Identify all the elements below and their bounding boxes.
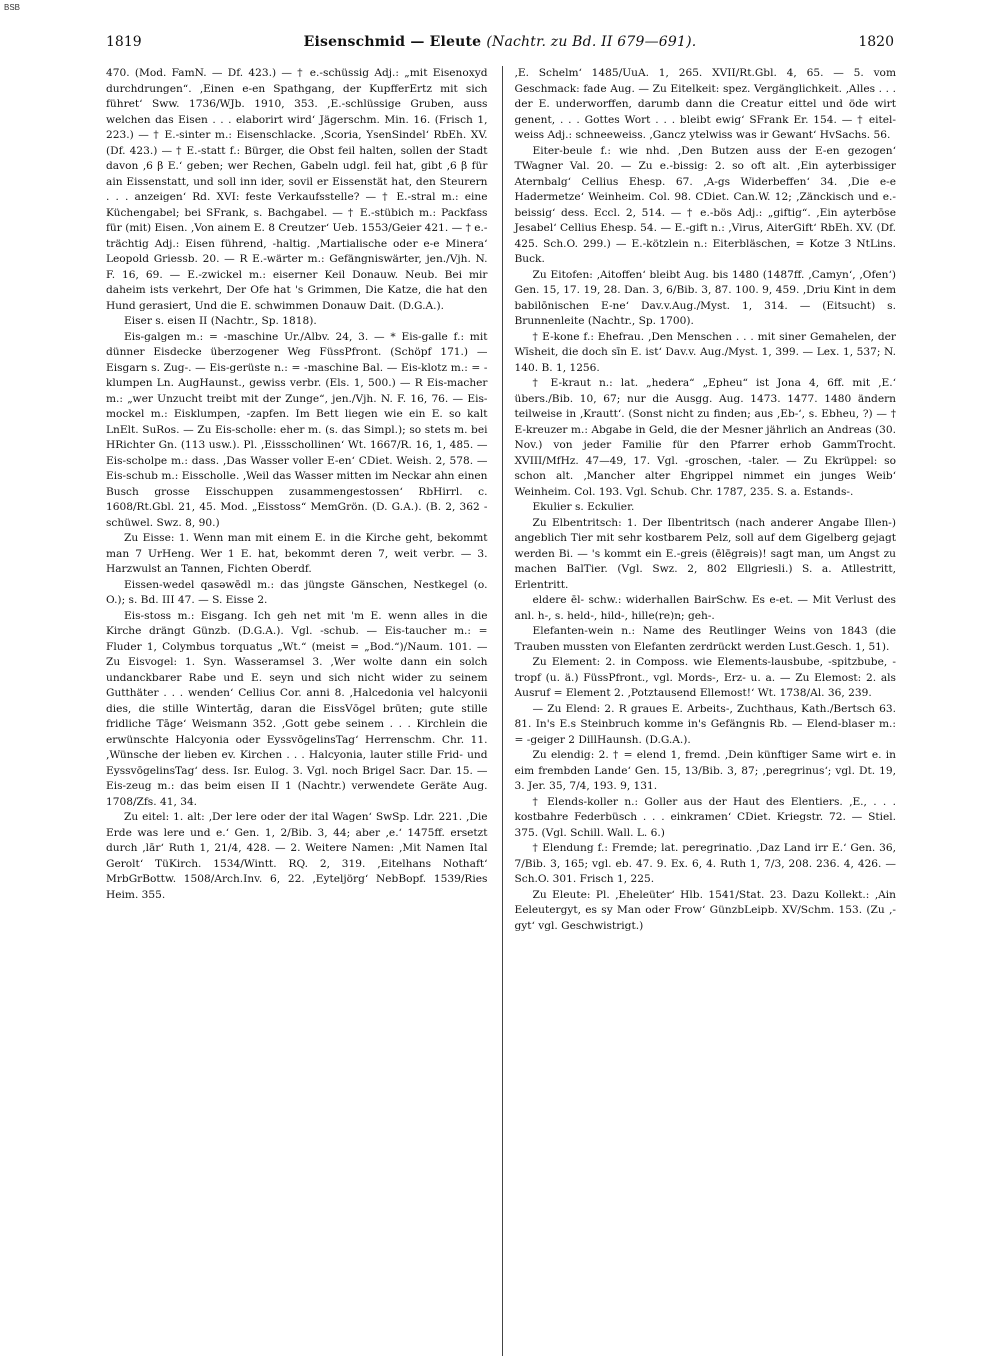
page-header	[106, 34, 894, 58]
entry-paragraph: Eissen-wedel qasəwēdl m.: das jüngste Gänschen, Nestkegel (o. O.); s. Bd. III 47. — S. Eisse 2.	[106, 578, 488, 606]
entry-paragraph: Zu Element: 2. in Composs. wie Elements-lausbube, -spitzbube, -tropf (u. ä.) FüssPfront., vgl. Mords-, Erz- u. a. — Zu Elemost: 2. als Ausruf = Element 2. ‚Potztausend Ellemost!‘ Wt. 1738/Al. 36, 239.	[514, 656, 896, 699]
entry-paragraph: † E-kraut n.: lat. „hedera“ „Epheu“ ist Jona 4, 6ff. mit ‚E.‘ übers./Bib. 10, 67; nur die Ausgg. Aug. 1473. 1477. 1480 ändern teilweise in ‚Krautt‘. (Sonst nicht zu finden; aus ‚Eb-‘, s. Ebheu, ?) — † E-kreuzer m.: Abgabe in Geld, die der Mesner jährlich an Andreas (30. Nov.) von jeder Familie für den Pfarrer erhob GammTrocht. XVIII/MfHz. 47—49, 17. Vgl. -groschen, -taler. — Zu Ekrüppel: so schon alt. ‚Mancher alter Ehgrippel nimmet ein junges Weib‘ Weinheim. Col. 193. Vgl. Schub. Chr. 1787, 235. S. a. Estands-.	[514, 377, 896, 498]
entry-paragraph: Eis-stoss m.: Eisgang. Ich geh net mit 'm E. wenn alles in die Kirche drängt Günzb. (D.G.A.). Vgl. -schub. — Eis-taucher m.: = Fluder 1, Colymbus torquatus „Wt.“ (meist = „Bod.“)/Naum. 101. — Zu Eisvogel: 1. Syn. Wasseramsel 3. ‚Wer wolte dann ein solch undanckbarer Rabe und E. seyn und sich nicht wider zu seinem Gutthäter . . . wenden‘ Cellius Cor. anni 8. ‚Halcedonia vel halcyonii dies, die stille Wintertāg, daran die EissVōgel brūten; gute stille fridliche Tāge‘ Weismann 352. ‚Gott gebe seinem . . . Kirchlein die erwünschte Halcyonia oder EyssvōgelinsTag‘ Herrenschm. Chr. 11. ‚Wünsche der lieben ev. Kirchen . . . Halcyonia, lauter stille Frid- und EyssvōgelinsTag‘ dess. Isr. Eulog. 3. Vgl. noch Brigel Sacr. Dar. 15. — Eis-zeug m.: das beim eisen II 1 (Nachtr.) verwendete Geräte Aug. 1708/Zfs. 41, 34.	[106, 609, 488, 808]
entry-paragraph: eldere ēl- schw.: widerhallen BairSchw. Es e-et. — Mit Verlust des anl. h-, s. held-, hild-, hille(re)n; geh-.	[514, 594, 896, 622]
entry-paragraph: Ekulier s. Eckulier.	[532, 501, 635, 513]
entry-paragraph: 470. (Mod. FamN. — Df. 423.) — † e.-schüssig Adj.: „mit Eisenoxyd durchdrungen“. ‚Einen e-en Spathgang, der KupfferErtz mit sich führet‘ Sww. 1736/WJb. 1910, 353. ‚E.-schlüssige Gruben, auss welchen das Eisen . . . elaborirt wird‘ Jägerschm. Min. 16. (Frisch 1, 223.) — † E.-sinter m.: Eisenschlacke. ‚Scoria, YsenSindel‘ RbEh. XV. (Df. 423.) — † E.-statt f.: Bürger, die Obst feil halten, sollen der Stadt davon ‚6 β E.‘ geben; wer Rechen, Gabeln udgl. feil hat, gibt ‚6 β für ain Eissenstatt, und soll inn ider, sovil er Eissenstät hat, den Steurern . . . anzeigen‘ Rd. XVI: feste Verkaufsstelle? — † E.-stral m.: eine Küchengabel; bei SFrank, s. Bachgabel. — † E.-stübich m.: Packfass für (mit) Eisen. ‚Von ainem E. 8 Creutzer‘ Ueb. 1553/Geier 421. — † e.-trächtig Adj.: Eisen führend, -haltig. ‚Martialische oder e-e Minera‘ Leopold Griessb. 20. — R E.-wärter m.: Gefängniswärter, jen./Vjh. N. F. 16, 69. — E.-zwickel m.: eiserner Keil Donauw. Neub. Bei mir daheim ists verkehrt, Der Ofe hat 's Grimmen, Die Katze, die hat den Hund gerasiert, Und die E. schwimmen Donauw Dait. (D.G.A.).	[106, 67, 488, 312]
entry-paragraph: Eiter-beule f.: wie nhd. ‚Den Butzen auss der E-en gezogen‘ TWagner Val. 20. — Zu e.-bissig: 2. so oft alt. ‚Ein ayterbissiger Aternbalg‘ Cellius Ehesp. 67. ‚A-gs Widerbeffen‘ 34. ‚Die e-e Hadermetze‘ Weinheim. Col. 98. CDiet. Can.W. 12; ‚Zänckisch und e.-beissig‘ dess. Eccl. 2, 514. — † e.-bös Adj.: „giftig“. ‚Ein ayterbōse Jesabel‘ Cellius Ehesp. 54. — E.-gift n.: ‚Virus, AiterGift‘ RbEh. XV. (Df. 425. Sch.O. 299.) — E.-kötzlein n.: Eiterbläschen, = Kotze 3 NtLins. Buck.	[514, 144, 896, 265]
entry-paragraph: — Zu Elend: 2. R graues E. Arbeits-, Zuchthaus, Kath./Bertsch 63. 81. In's E.s Steinbruch komme in's Gefängnis Rb. — Elend-blaser m.: = -geiger 2 DillHaunsh. (D.G.A.).	[514, 702, 896, 746]
entry-paragraph: † Elendung f.: Fremde; lat. peregrinatio. ‚Daz Land irr E.‘ Gen. 36, 7/Bib. 3, 165; vgl. eb. 47. 9. Ex. 6, 4. Ruth 1, 7/3, 208. 236. 4, 426. — Sch.O. 301. Frisch 1, 225.	[514, 842, 896, 885]
left-column	[106, 66, 502, 1356]
running-title-main: Eisenschmid — Eleute	[303, 34, 482, 50]
entry-paragraph: Eiser s. eisen II (Nachtr., Sp. 1818).	[124, 315, 317, 327]
running-title	[304, 34, 697, 50]
library-corner-mark: BSB	[4, 3, 21, 12]
entry-paragraph: Zu Eitofen: ‚Aitoffen‘ bleibt Aug. bis 1480 (1487ff. ‚Camyn‘, ‚Ofen‘) Gen. 15, 17. 19, 28. Dan. 3, 6/Bib. 3, 87. 100. 9, 459. ‚Driu Kint in dem babilōnischen E-ne‘ Dav.v.Aug./Myst. 1, 314. — (Eitsucht) s. Brunnenleite (Nachtr., Sp. 1700).	[514, 268, 896, 327]
entry-paragraph: Elefanten-wein n.: Name des Reutlinger Weins von 1843 (die Trauben mussten von Elefanten zerdrückt werden Lust.Gesch. 1, 51).	[514, 625, 896, 653]
entry-paragraph: Zu Elbentritsch: 1. Der Ilbentritsch (nach anderer Angabe Illen-) angeblich Tier mit sehr kostbarem Pelz, soll auf dem Gigelberg gejagt werden Bi. — 's kommt ein E.-greis (ēlēgrəis)! sagt man, um Angst zu machen BalTier. (Vgl. Swz. 2, 802 Ellgriesli.) S. a. Atllestritt, Erlentritt.	[514, 516, 896, 591]
entry-paragraph: Zu Eisse: 1. Wenn man mit einem E. in die Kirche geht, bekommt man 7 UrHeng. Wer 1 E. hat, bekommt deren 7, weit verbr. — 3. Harzwulst an Tannen, Fichten Oberdf.	[106, 532, 488, 575]
entry-paragraph: Zu elendig: 2. † = elend 1, fremd. ‚Dein künftiger Same wirt e. in eim frembden Lande‘ Gen. 15, 13/Bib. 3, 87; ‚peregrinus‘; vgl. Dt. 19, 3. Jer. 35, 7/4, 193. 9, 131.	[514, 749, 896, 792]
page-number-right: 1820	[858, 34, 894, 50]
entry-paragraph: Zu eitel: 1. alt: ‚Der lere oder der ital Wagen‘ SwSp. Ldr. 221. ‚Die Erde was lere und e.‘ Gen. 1, 2/Bib. 3, 44; aber ‚e.‘ 1475ff. ersetzt durch ‚lār‘ Ruth 1, 21/4, 428. — 2. Weitere Namen: ‚Mit Namen Ital Gerolt‘ TüKirch. 1534/Wintt. RQ. 2, 319. ‚Eitelhans Nothaft‘ MrbGrBottw. 1508/Arch.Inv. 6, 22. ‚Eyteljörg‘ NebBopf. 1539/Ries Heim. 355.	[106, 811, 488, 901]
text-columns	[106, 66, 896, 1356]
entry-paragraph: Eis-galgen m.: = -maschine Ur./Albv. 24, 3. — * Eis-galle f.: mit dünner Eisdecke überzogener Weg FüssPfront. (Schöpf 171.) — Eisgarn s. Zug-. — Eis-gerüste n.: = -maschine Bal. — Eis-klotz m.: = -klumpen Ln. AugHaunst., gewiss verbr. (Els. 1, 500.) — R Eis-macher m.: „wer Unzucht treibt mit der Zunge“, jen./Vjh. N. F. 16, 76. — Eis-mockel m.: Eisklumpen, -zapfen. Im Bett liegen wie ein E. so kalt LnElt. SuRos. — Zu Eis-scholle: eher m. (s. das Simpl.); so stets m. bei HRichter Gn. (113 usw.). Pl. ‚Eissschollinen‘ Wt. 1667/R. 16, 1, 485. — Eis-scholpe m.: dass. ‚Das Wasser voller E-en‘ CDiet. Weish. 2, 578. — Eis-schub m.: Eisscholle. ‚Weil das Wasser mitten im Neckar ahn einen Busch grosse Eisschuppen zusammengestossen‘ RbHirrl. c. 1608/Rt.Gbl. 21, 45. Mod. „Eisstoss“ MemGrön. (D. G.A.). (B. 2, 362 -schüwel. Swz. 8, 90.)	[106, 330, 488, 529]
entry-paragraph: † Elends-koller n.: Goller aus der Haut des Elentiers. ‚E., . . . kostbahre Federbüsch . . . einkramen‘ CDiet. Kriegstr. 72. — Stiel. 375. (Vgl. Schill. Wall. L. 6.)	[514, 795, 896, 839]
entry-paragraph: ‚E. Schelm‘ 1485/UuA. 1, 265. XVII/Rt.Gbl. 4, 65. — 5. vom Geschmack: fade Aug. — Zu Eitelkeit: spez. Vergänglichkeit. ‚Alles . . . der E. underworffen, darumb dann die Creatur eittel und öde wirt genent, . . . Gottes Wort . . . bleibt ewig‘ SFrank Er. 154. — † eitel-weiss Adj.: schneeweiss. ‚Gancz ytelwiss was ir Gewant‘ HvSachs. 56.	[514, 67, 896, 141]
running-title-suffix: (Nachtr. zu Bd. II 679—691).	[486, 34, 697, 50]
entry-paragraph: † E-kone f.: Ehefrau. ‚Den Menschen . . . mit siner Gemahelen, der Wīsheit, die doch sīn E. ist‘ Dav.v. Aug./Myst. 1, 399. — Lex. 1, 537; N. 140. B. 1, 1256.	[514, 330, 896, 374]
page-number-left: 1819	[106, 34, 142, 50]
right-column	[502, 66, 897, 1356]
entry-paragraph: Zu Eleute: Pl. ‚Eheleüter‘ Hlb. 1541/Stat. 23. Dazu Kollekt.: ‚Ain Eeleutergyt, es sy Man oder Frow‘ GünzbLeipb. XV/Schm. 153. (Zu ‚-gyt‘ vgl. Geschwistrigt.)	[514, 888, 896, 932]
